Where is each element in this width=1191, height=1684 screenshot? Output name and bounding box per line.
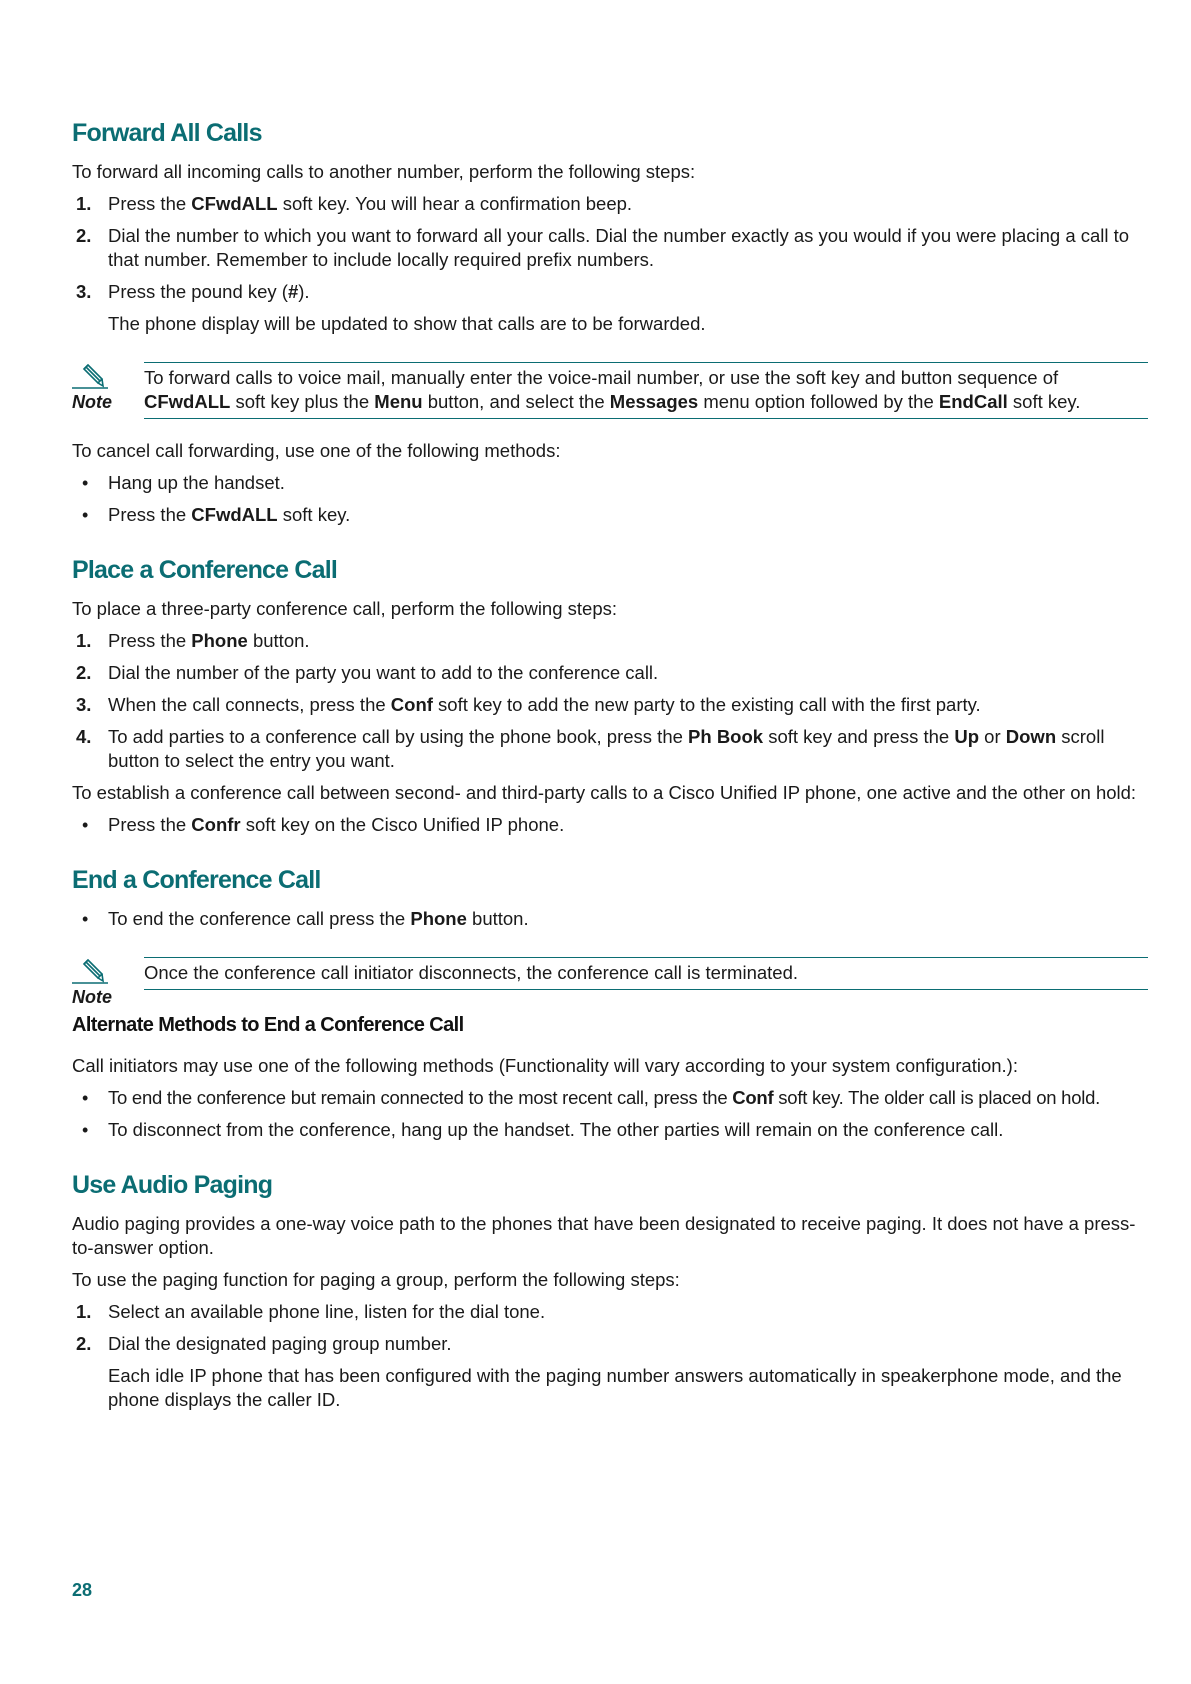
list-item: • Press the Confr soft key on the Cisco Unified IP phone. xyxy=(82,814,565,835)
list-item: • Hang up the handset. xyxy=(72,471,1148,495)
list-item: 2. Dial the designated paging group number. xyxy=(76,1333,452,1354)
pencil-icon xyxy=(72,957,112,985)
list-item: 2. Dial the number to which you want to forward all your calls. Dial the number exactly as you would if you were placing a call to that number. Remember to include locally required prefix numbers. xyxy=(72,224,1148,272)
forward-intro: To forward all incoming calls to another number, perform the following steps: xyxy=(72,161,696,182)
list-item: 3. When the call connects, press the Conf soft key to add the new party to the existing call with the first party. xyxy=(76,694,981,715)
note-voicemail xyxy=(72,362,1148,419)
paging-intro2: To use the paging function for paging a group, perform the following steps: xyxy=(72,1269,680,1290)
pencil-icon xyxy=(72,362,112,390)
conference-intro: To place a three-party conference call, perform the following steps: xyxy=(72,598,618,619)
section-end-conference xyxy=(72,865,1148,1007)
cancel-methods xyxy=(72,471,1148,527)
list-item: 1. Press the CFwdALL soft key. You will hear a confirmation beep. xyxy=(72,192,1148,216)
note-conference-terminated xyxy=(72,957,1148,1007)
section-forward-all-calls xyxy=(72,118,1148,527)
list-item: 4. To add parties to a conference call by using the phone book, press the Ph Book soft key and press the Up or Down scroll button to select the entry you want. xyxy=(76,726,1105,771)
paging-intro: Audio paging provides a one-way voice path to the phones that have been designated to receive paging. It does not have a press-to-answer option. xyxy=(72,1213,1136,1258)
list-item: • Press the CFwdALL soft key. xyxy=(72,503,1148,527)
list-item: • To disconnect from the conference, hang up the handset. The other parties will remain on the conference call. xyxy=(82,1119,1004,1140)
cancel-intro: To cancel call forwarding, use one of the following methods: xyxy=(72,440,561,461)
heading-end-conference: End a Conference Call xyxy=(72,866,321,894)
step-result: The phone display will be updated to show that calls are to be forwarded. xyxy=(108,313,706,334)
conference-steps xyxy=(72,629,1148,773)
step-number: 3. xyxy=(76,281,92,302)
page-number: 28 xyxy=(72,1580,93,1600)
conference-establish: To establish a conference call between second- and third-party calls to a Cisco Unified IP phone, one active and the other on hold: xyxy=(72,782,1137,803)
note-text: Once the conference call initiator disconnects, the conference call is terminated. xyxy=(144,957,1148,990)
step-result: Each idle IP phone that has been configured with the paging number answers automatically in speakerphone mode, and the phone displays the caller ID. xyxy=(108,1365,1122,1410)
soft-key-name: CFwdALL xyxy=(191,193,278,214)
heading-audio-paging: Use Audio Paging xyxy=(72,1171,273,1199)
note-label: Note xyxy=(72,392,112,412)
list-item: 1. Select an available phone line, listen for the dial tone. xyxy=(76,1301,546,1322)
step-number: 2. xyxy=(76,225,92,246)
bullet: • xyxy=(82,473,89,493)
note-label: Note xyxy=(72,987,112,1007)
list-item: 1. Press the Phone button. xyxy=(76,630,310,651)
step-number: 1. xyxy=(76,193,92,214)
section-place-conference xyxy=(72,555,1148,837)
list-item: • To end the conference call press the Phone button. xyxy=(82,908,529,929)
section-audio-paging xyxy=(72,1170,1148,1412)
forward-steps xyxy=(72,192,1148,336)
note-text: To forward calls to voice mail, manually enter the voice-mail number, or use the soft key and button sequence of CFwdALL soft key plus the Menu button, and select the Messages menu option followed by the EndCall soft key. xyxy=(144,362,1148,419)
list-item: • To end the conference but remain connected to the most recent call, press the Conf soft key. The older call is placed on hold. xyxy=(82,1087,1101,1108)
heading-place-conference: Place a Conference Call xyxy=(72,556,338,584)
heading-alternate-methods: Alternate Methods to End a Conference Call xyxy=(72,1014,464,1036)
heading-forward-all-calls: Forward All Calls xyxy=(72,119,262,147)
key-name: # xyxy=(287,281,299,302)
alternate-intro: Call initiators may use one of the following methods (Functionality will vary according to your system configuration.): xyxy=(72,1055,1018,1076)
list-item: 3. Press the pound key (#). xyxy=(72,280,1148,304)
section-alternate-methods xyxy=(72,1012,1148,1142)
bullet: • xyxy=(82,505,89,525)
list-item: 2. Dial the number of the party you want to add to the conference call. xyxy=(76,662,659,683)
page-content xyxy=(72,118,1148,1440)
